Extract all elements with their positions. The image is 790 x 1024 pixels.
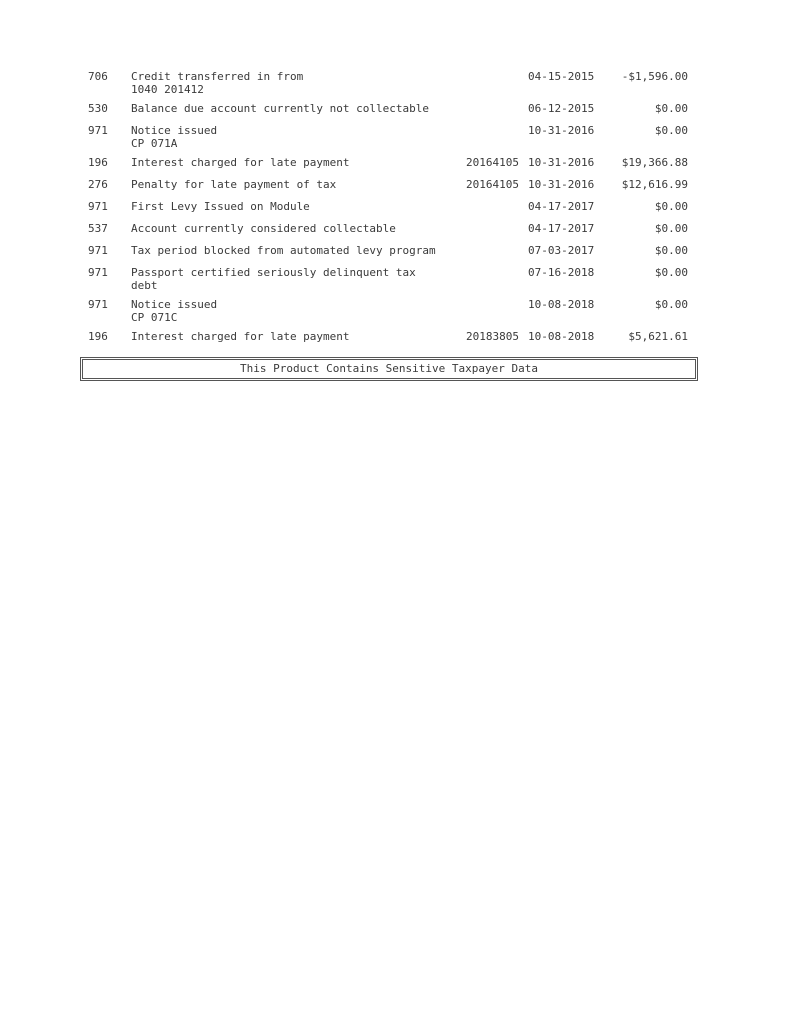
table-row	[76, 294, 696, 326]
transaction-date: 04-15-2015	[528, 70, 595, 83]
transaction-description	[131, 178, 461, 191]
transaction-date: 10-08-2018	[528, 298, 595, 311]
transaction-date: 10-08-2018	[528, 330, 595, 343]
transaction-description	[131, 298, 461, 324]
transaction-amount: $0.00	[654, 124, 688, 137]
transaction-description	[131, 330, 461, 343]
transaction-amount: $0.00	[654, 266, 688, 279]
transaction-cycle: 20183805	[466, 330, 519, 343]
transaction-description	[131, 102, 461, 115]
transaction-code: 971	[88, 244, 108, 257]
transaction-date: 10-31-2016	[528, 124, 595, 137]
transaction-code: 276	[88, 178, 108, 191]
table-row	[76, 98, 696, 120]
description-line: First Levy Issued on Module	[131, 200, 310, 213]
description-line: Notice issued	[131, 298, 218, 311]
table-row	[76, 152, 696, 174]
transaction-code: 196	[88, 330, 108, 343]
transaction-date: 04-17-2017	[528, 222, 595, 235]
description-line: Interest charged for late payment	[131, 330, 350, 343]
description-line: Passport certified seriously delinquent tax	[131, 266, 416, 279]
table-row	[76, 240, 696, 262]
transaction-code: 971	[88, 298, 108, 311]
transaction-description	[131, 124, 461, 150]
transaction-date: 06-12-2015	[528, 102, 595, 115]
transaction-amount: -$1,596.00	[621, 70, 688, 83]
transaction-description	[131, 200, 461, 213]
transaction-code: 537	[88, 222, 108, 235]
description-line: Tax period blocked from automated levy program	[131, 244, 436, 257]
table-row	[76, 120, 696, 152]
transaction-code: 971	[88, 200, 108, 213]
transaction-date: 10-31-2016	[528, 178, 595, 191]
transaction-amount: $5,621.61	[628, 330, 688, 343]
table-row	[76, 326, 696, 348]
transaction-amount: $0.00	[654, 200, 688, 213]
transaction-amount: $12,616.99	[621, 178, 688, 191]
table-row	[76, 66, 696, 98]
transaction-description	[131, 70, 461, 96]
transaction-table	[76, 66, 696, 348]
description-detail: debt	[131, 279, 158, 292]
description-line: Account currently considered collectable	[131, 222, 396, 235]
description-line: Notice issued	[131, 124, 218, 137]
transaction-description	[131, 266, 461, 292]
transaction-amount: $19,366.88	[621, 156, 688, 169]
transaction-description	[131, 156, 461, 169]
transaction-date: 07-16-2018	[528, 266, 595, 279]
description-line: Credit transferred in from	[131, 70, 304, 83]
transaction-cycle: 20164105	[466, 178, 519, 191]
transaction-code: 196	[88, 156, 108, 169]
table-row	[76, 174, 696, 196]
sensitive-data-notice	[80, 357, 698, 381]
transaction-code: 530	[88, 102, 108, 115]
description-line: Interest charged for late payment	[131, 156, 350, 169]
transaction-code: 706	[88, 70, 108, 83]
description-detail: CP 071A	[131, 137, 178, 150]
transaction-date: 10-31-2016	[528, 156, 595, 169]
transaction-cycle: 20164105	[466, 156, 519, 169]
transaction-amount: $0.00	[654, 222, 688, 235]
transaction-amount: $0.00	[654, 298, 688, 311]
transaction-code: 971	[88, 266, 108, 279]
description-line: Penalty for late payment of tax	[131, 178, 337, 191]
transaction-amount: $0.00	[654, 102, 688, 115]
sensitive-data-notice-text: This Product Contains Sensitive Taxpayer Data	[239, 362, 538, 375]
description-line: Balance due account currently not collectable	[131, 102, 430, 115]
table-row	[76, 196, 696, 218]
transaction-date: 04-17-2017	[528, 200, 595, 213]
transaction-description	[131, 244, 461, 257]
transaction-code: 971	[88, 124, 108, 137]
transaction-amount: $0.00	[654, 244, 688, 257]
transaction-description	[131, 222, 461, 235]
transaction-date: 07-03-2017	[528, 244, 595, 257]
table-row	[76, 262, 696, 294]
table-row	[76, 218, 696, 240]
description-detail: 1040 201412	[131, 83, 204, 96]
description-detail: CP 071C	[131, 311, 178, 324]
